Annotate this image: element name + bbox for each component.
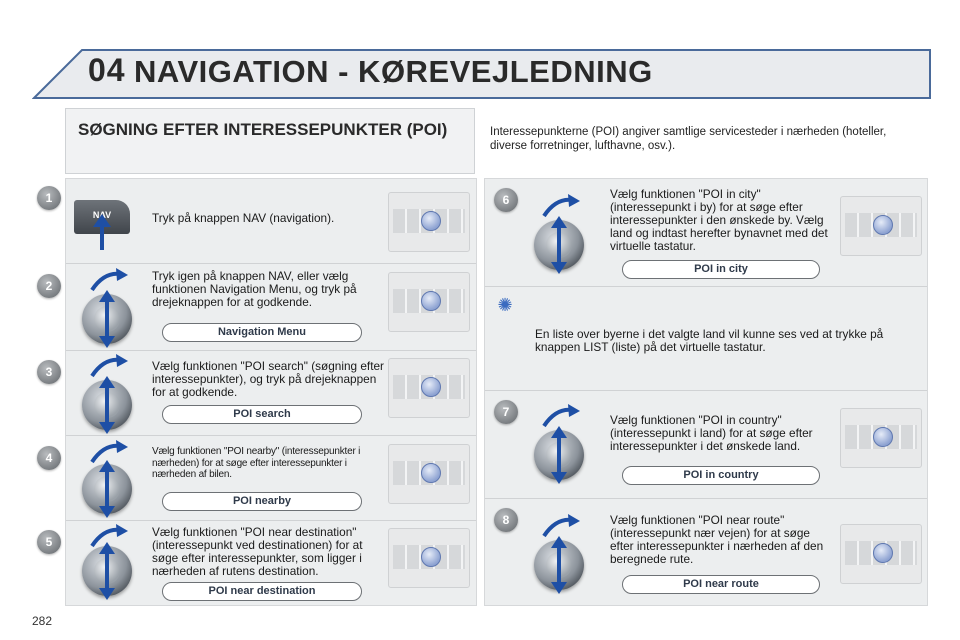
menu-pill-poi-near-destination: POI near destination — [162, 582, 362, 601]
step-number-3: 3 — [37, 360, 61, 384]
press-arrow-icon — [557, 436, 561, 474]
step-text-7: Vælg funktionen "POI in country" (interessepunkt i land) for at søge efter interessepunkter i det ønskede land. — [610, 413, 813, 453]
row-divider — [485, 390, 927, 391]
step-text-6: Vælg funktionen "POI in city" (interessepunkt i by) for at søge efter interessepunkter i den ønskede by. Vælg land og indtast herefter bynavnet med det virtuelle tastatur. — [610, 187, 828, 253]
radio-panel-icon — [388, 528, 470, 588]
section-header-panel — [65, 108, 475, 174]
press-arrow-icon — [105, 300, 109, 338]
radio-panel-icon — [388, 444, 470, 504]
step-number-5: 5 — [37, 530, 61, 554]
menu-pill-poi-in-city: POI in city — [622, 260, 820, 279]
step-text-5: Vælg funktionen "POI near destination" (interessepunkt ved destinationen) for at søge efter interessepunkter, som ligger i nærheden af rutens destination. — [152, 525, 363, 578]
row-divider — [66, 350, 476, 351]
turn-arrow-icon — [542, 514, 582, 538]
turn-arrow-icon — [542, 194, 582, 218]
radio-panel-icon — [840, 524, 922, 584]
radio-panel-icon — [840, 408, 922, 468]
step-number-7: 7 — [494, 400, 518, 424]
press-arrow-icon — [557, 226, 561, 264]
turn-arrow-icon — [542, 404, 582, 428]
menu-pill-poi-near-route: POI near route — [622, 575, 820, 594]
step-text-1: Tryk på knappen NAV (navigation). — [152, 211, 335, 225]
turn-arrow-icon — [90, 354, 130, 378]
radio-panel-icon — [388, 358, 470, 418]
press-arrow-icon — [100, 226, 104, 250]
press-arrow-icon — [557, 546, 561, 584]
tip-text: En liste over byerne i det valgte land vil kunne ses ved at trykke på knappen LIST (liste) på det virtuelle tastatur. — [535, 327, 884, 354]
step-text-3: Vælg funktionen "POI search" (søgning efter interessepunkter), og tryk på drejeknappen for at godkende. — [152, 359, 384, 399]
row-divider — [66, 435, 476, 436]
row-divider — [485, 286, 927, 287]
row-divider — [485, 498, 927, 499]
menu-pill-poi-nearby: POI nearby — [162, 492, 362, 511]
menu-pill-poi-search: POI search — [162, 405, 362, 424]
row-divider — [66, 263, 476, 264]
page-number: 282 — [32, 614, 53, 628]
radio-panel-icon — [388, 192, 470, 252]
press-arrow-icon — [105, 386, 109, 424]
section-intro: Interessepunkterne (POI) angiver samtlige servicesteder i nærheden (hoteller, diverse forretninger, lufthavne, osv.). — [490, 126, 887, 152]
step-number-1: 1 — [37, 186, 61, 210]
step-text-2: Tryk igen på knappen NAV, eller vælg funktionen Navigation Menu, og tryk på drejeknappen for at godkende. — [152, 269, 357, 309]
press-arrow-icon — [105, 552, 109, 590]
menu-pill-poi-in-country: POI in country — [622, 466, 820, 485]
sun-tip-icon: ✺ — [497, 295, 513, 315]
step-text-8: Vælg funktionen "POI near route" (interessepunkt nær vejen) for at søge efter interessepunkter i nærheden af den beregnede rute. — [610, 513, 824, 566]
step-number-6: 6 — [494, 188, 518, 212]
step-number-4: 4 — [37, 446, 61, 470]
step-number-2: 2 — [37, 274, 61, 298]
radio-panel-icon — [840, 196, 922, 256]
step-number-8: 8 — [494, 508, 518, 532]
turn-arrow-icon — [90, 268, 130, 292]
radio-panel-icon — [388, 272, 470, 332]
row-divider — [66, 520, 476, 521]
section-title: SØGNING EFTER INTERESSEPUNKTER (POI) — [78, 120, 448, 139]
chapter-number: 04 — [88, 52, 126, 88]
page-title: NAVIGATION - KØREVEJLEDNING — [134, 54, 653, 89]
press-arrow-icon — [105, 470, 109, 508]
menu-pill-navigation-menu: Navigation Menu — [162, 323, 362, 342]
step-text-4: Vælg funktionen "POI nearby" (interessepunkter i nærheden) for at søge efter interessepunkter i nærheden af bilen. — [152, 446, 361, 480]
